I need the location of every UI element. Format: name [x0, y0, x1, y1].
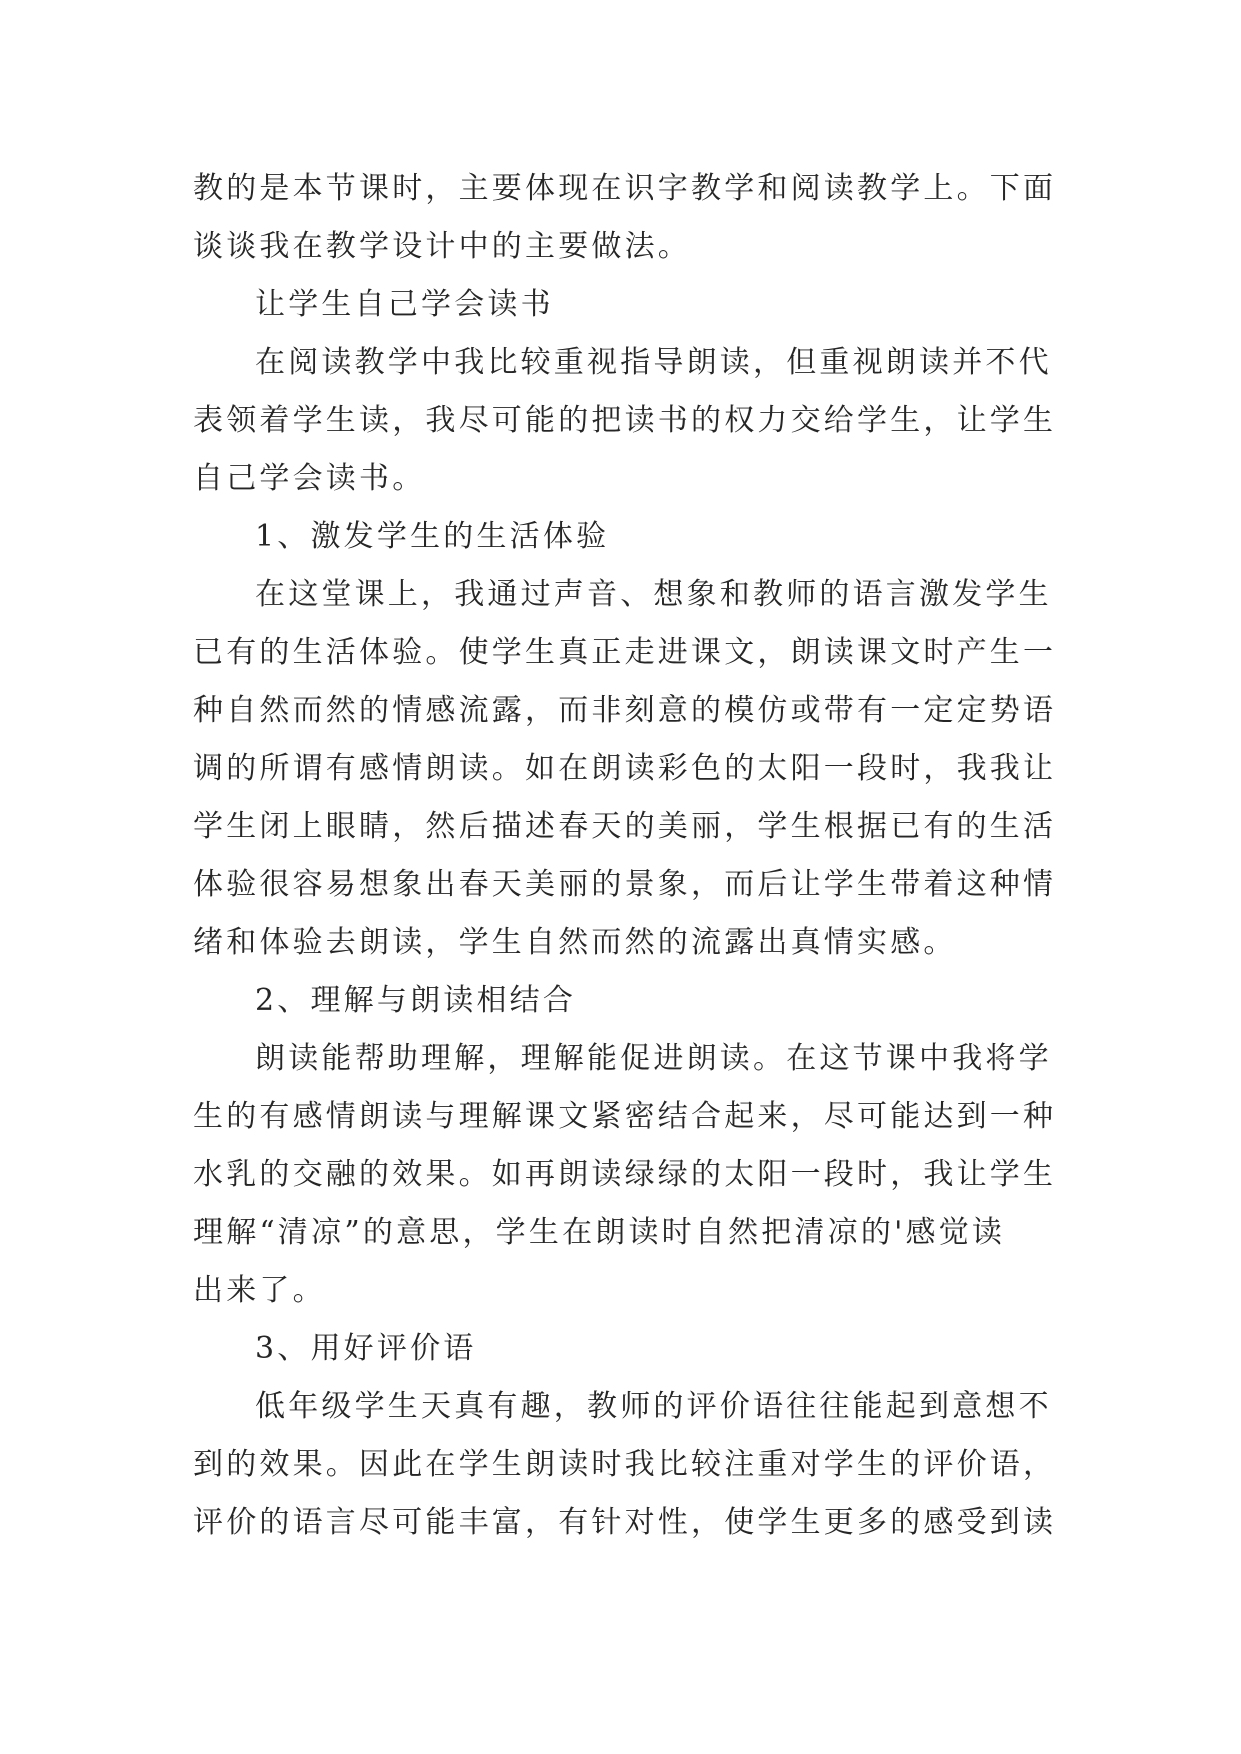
- paragraph-line: 生的有感情朗读与理解课文紧密结合起来，尽可能达到一种: [193, 1099, 1057, 1134]
- paragraph-line: 在这堂课上，我通过声音、想象和教师的语言激发学生: [255, 577, 1052, 612]
- subsection-heading: 1、激发学生的生活体验: [255, 519, 610, 554]
- paragraph-line: 到的效果。因此在学生朗读时我比较注重对学生的评价语，: [193, 1447, 1057, 1482]
- subsection-heading: 3、用好评价语: [255, 1331, 477, 1366]
- paragraph-line: 出来了。: [193, 1273, 326, 1308]
- paragraph-line: 体验很容易想象出春天美丽的景象，而后让学生带着这种情: [193, 867, 1057, 902]
- paragraph-line: 评价的语言尽可能丰富，有针对性，使学生更多的感受到读: [193, 1505, 1057, 1540]
- paragraph-line: 学生闭上眼睛，然后描述春天的美丽，学生根据已有的生活: [193, 809, 1057, 844]
- paragraph-line: 水乳的交融的效果。如再朗读绿绿的太阳一段时，我让学生: [193, 1157, 1057, 1192]
- paragraph-line: 教的是本节课时，主要体现在识字教学和阅读教学上。下面: [193, 171, 1057, 206]
- section-heading: 让学生自己学会读书: [255, 287, 554, 322]
- paragraph-line: 已有的生活体验。使学生真正走进课文，朗读课文时产生一: [193, 635, 1057, 670]
- paragraph-line: 朗读能帮助理解，理解能促进朗读。在这节课中我将学: [255, 1041, 1052, 1076]
- paragraph-line: 低年级学生天真有趣，教师的评价语往往能起到意想不: [255, 1389, 1052, 1424]
- paragraph-line: 在阅读教学中我比较重视指导朗读，但重视朗读并不代: [255, 345, 1052, 380]
- paragraph-line: 理解“清凉”的意思，学生在朗读时自然把清凉的'感觉读: [193, 1215, 1006, 1250]
- paragraph-line: 调的所谓有感情朗读。如在朗读彩色的太阳一段时，我我让: [193, 751, 1057, 786]
- paragraph-line: 自己学会读书。: [193, 461, 426, 496]
- subsection-heading: 2、理解与朗读相结合: [255, 983, 577, 1018]
- paragraph-line: 种自然而然的情感流露，而非刻意的模仿或带有一定定势语: [193, 693, 1057, 728]
- paragraph-line: 表领着学生读，我尽可能的把读书的权力交给学生，让学生: [193, 403, 1057, 438]
- document-body: [193, 160, 1073, 1552]
- paragraph-line: 绪和体验去朗读，学生自然而然的流露出真情实感。: [193, 925, 957, 960]
- paragraph-line: 谈谈我在教学设计中的主要做法。: [193, 229, 691, 264]
